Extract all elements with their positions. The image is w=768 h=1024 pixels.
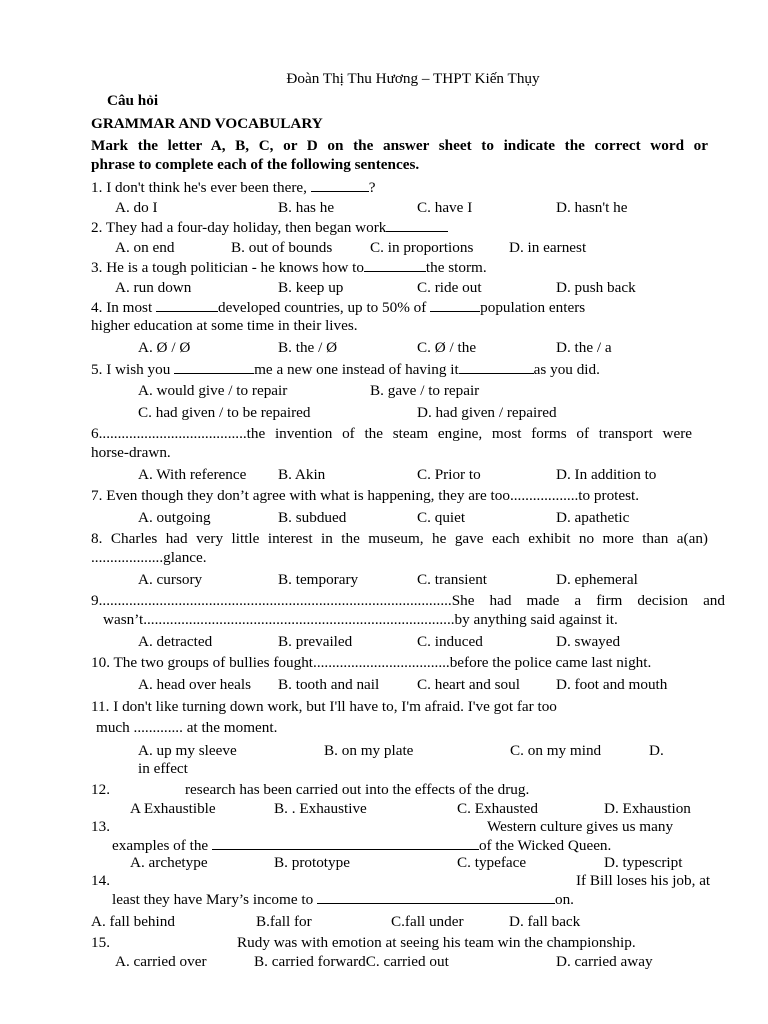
option-c: C. Exhausted [457, 800, 538, 817]
option-b: B. on my plate [324, 742, 414, 759]
option-a: A. head over heals [138, 676, 252, 693]
option-a: A. would give / to repair [138, 382, 288, 399]
option-b: B. Akin [278, 466, 326, 483]
option-d: D. [649, 742, 664, 759]
option-a: A Exhaustible [130, 800, 216, 817]
option-a: A. carried over [115, 953, 207, 970]
question-13: Western culture gives us many [487, 818, 674, 835]
option-b: B. prototype [274, 854, 350, 871]
question-14-number: 14. [91, 872, 110, 889]
option-a: A. With reference [138, 466, 247, 483]
option-c: C. on my mind [510, 742, 602, 759]
question-3: 3. He is a tough politician - he knows how to the storm. [91, 259, 487, 276]
option-a: A. outgoing [138, 509, 211, 526]
answer-blank [174, 359, 254, 374]
option-b: B. out of bounds [231, 239, 333, 256]
option-b: B.fall for [256, 913, 312, 930]
option-d: D. carried away [556, 953, 653, 970]
option-a: A. on end [115, 239, 175, 256]
option-a: A. archetype [130, 854, 208, 871]
question-11-line-2: much ............. at the moment. [96, 719, 278, 736]
question-13-line-2: examples of the of the Wicked Queen. [112, 837, 612, 854]
option-d: D. In addition to [556, 466, 657, 483]
instruction-line-2: phrase to complete each of the following sentences. [91, 156, 420, 173]
section-label: Câu hỏi [107, 92, 159, 109]
answer-blank [212, 835, 479, 850]
question-12-number: 12. [91, 781, 110, 798]
option-c: C. heart and soul [417, 676, 520, 693]
option-b: B. has he [278, 199, 335, 216]
option-c: C. have I [417, 199, 473, 216]
question-14-line-2: least they have Mary’s income to on. [112, 891, 574, 908]
option-d: D. foot and mouth [556, 676, 668, 693]
question-6-line-2: horse-drawn. [91, 444, 171, 461]
option-d: D. ephemeral [556, 571, 638, 588]
option-b: B. . Exhaustive [274, 800, 367, 817]
option-c: C. had given / to be repaired [138, 404, 311, 421]
option-a: A. up my sleeve [138, 742, 237, 759]
option-c: C. transient [417, 571, 488, 588]
question-7: 7. Even though they don’t agree with what is happening, they are too..................to protest. [91, 487, 640, 504]
question-11: 11. I don't like turning down work, but I'll have to, I'm afraid. I've got far too [91, 698, 557, 715]
question-8-line-2: ...................glance. [91, 549, 207, 566]
question-2: 2. They had a four-day holiday, then began work [91, 217, 448, 237]
question-13-number: 13. [91, 818, 110, 835]
question-5: 5. I wish you me a new one instead of having it as you did. [91, 361, 600, 378]
option-d: D. Exhaustion [604, 800, 691, 817]
option-c: C. in proportions [370, 239, 474, 256]
option-b: B. subdued [278, 509, 347, 526]
option-d: D. fall back [509, 913, 581, 930]
option-c: C. quiet [417, 509, 466, 526]
option-c: C. Prior to [417, 466, 481, 483]
question-6: 6.......................................the invention of the steam engine, most forms of transport were [91, 425, 692, 442]
option-a: A. detracted [138, 633, 213, 650]
section-title: GRAMMAR AND VOCABULARY [91, 115, 323, 132]
instruction-line-1: Mark the letter A, B, C, or D on the answer sheet to indicate the correct word or [91, 137, 708, 154]
option-d: D. had given / repaired [417, 404, 557, 421]
option-c: C. typeface [457, 854, 527, 871]
option-c: C. Ø / the [417, 339, 477, 356]
option-b: B. keep up [278, 279, 344, 296]
answer-blank [311, 177, 369, 192]
question-15-number: 15. [91, 934, 110, 951]
question-8: 8. Charles had very little interest in the museum, he gave each exhibit no more than a(an) [91, 530, 708, 547]
answer-blank [459, 359, 534, 374]
option-b: B. gave / to repair [370, 382, 480, 399]
question-10: 10. The two groups of bullies fought....................................before the police came last night. [91, 654, 652, 671]
answer-blank [386, 217, 448, 232]
option-b: B. tooth and nail [278, 676, 380, 693]
question-4: 4. In most developed countries, up to 50% of population enters [91, 299, 586, 316]
question-4-line-2: higher education at some time in their lives. [91, 317, 358, 334]
question-9-line-2: wasn’t..................................................................................by anything said against it. [103, 611, 618, 628]
option-d: D. in earnest [509, 239, 587, 256]
option-c: C. ride out [417, 279, 482, 296]
option-a: A. cursory [138, 571, 203, 588]
question-12: research has been carried out into the effects of the drug. [185, 781, 530, 798]
option-c: C.fall under [391, 913, 464, 930]
option-d: D. apathetic [556, 509, 630, 526]
option-a: A. Ø / Ø [138, 339, 191, 356]
answer-blank [156, 297, 218, 312]
option-b: B. prevailed [278, 633, 353, 650]
question-14: If Bill loses his job, at [576, 872, 711, 889]
option-a: A. fall behind [91, 913, 175, 930]
question-1: 1. I don't think he's ever been there, ? [91, 179, 376, 196]
answer-blank [317, 889, 555, 904]
option-d: D. the / a [556, 339, 612, 356]
option-a: A. do I [115, 199, 158, 216]
option-d: D. typescript [604, 854, 683, 871]
option-c: C. induced [417, 633, 483, 650]
option-d: D. swayed [556, 633, 621, 650]
question-15: Rudy was with emotion at seeing his team win the championship. [237, 934, 636, 951]
option-b: B. carried forwardC. carried out [254, 953, 449, 970]
option-a: A. run down [115, 279, 192, 296]
option-d: D. push back [556, 279, 636, 296]
option-b: B. temporary [278, 571, 359, 588]
option-b: B. the / Ø [278, 339, 338, 356]
question-9: 9.............................................................................................She had made a firm decision and [91, 592, 725, 609]
answer-blank [430, 297, 480, 312]
option-d: D. hasn't he [556, 199, 628, 216]
answer-blank [364, 257, 426, 272]
page-header: Đoàn Thị Thu Hương – THPT Kiến Thụy [286, 70, 540, 87]
option-d-text: in effect [138, 760, 188, 777]
